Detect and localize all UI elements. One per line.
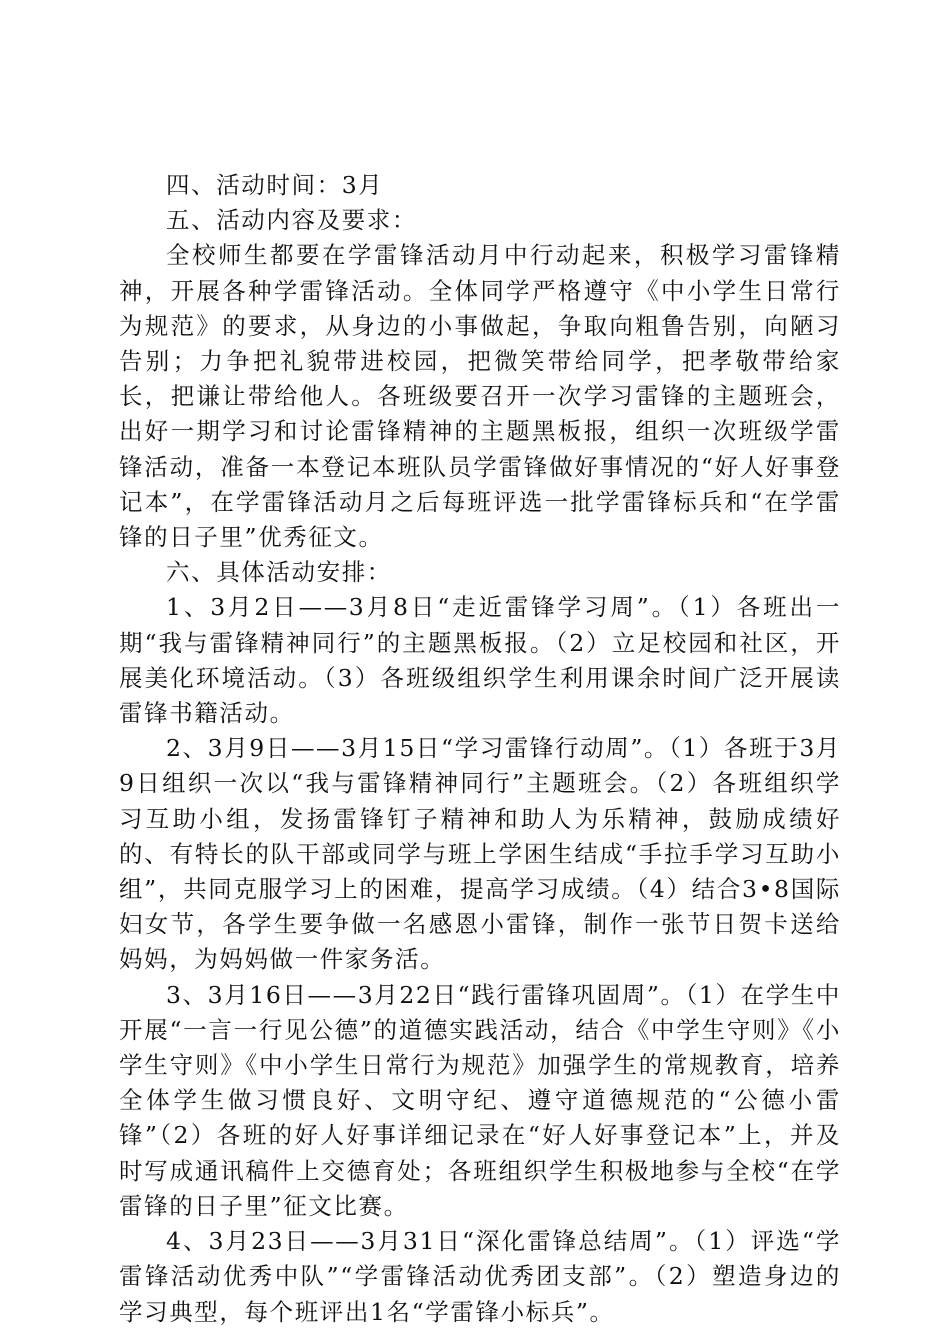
document-body xyxy=(119,168,841,1330)
section-heading-activity-schedule: 六、具体活动安排： xyxy=(166,558,392,587)
schedule-item-week-1: 1、3月2日——3月8日“走近雷锋学习周”。（1）各班出一期“我与雷锋精神同行”的主题黑板报。（2）立足校园和社区，开展美化环境活动。（3）各班级组织学生利用课余时间广泛开展读雷锋书籍活动。 xyxy=(119,593,841,728)
schedule-item-week-4: 4、3月23日——3月31日“深化雷锋总结周”。（1）评选“学雷锋活动优秀中队”“学雷锋活动优秀团支部”。（2）塑造身边的学习典型，每个班评出1名“学雷锋小标兵”。 xyxy=(119,1227,841,1326)
section-heading-activity-content: 五、活动内容及要求： xyxy=(166,206,417,235)
schedule-item-week-3: 3、3月16日——3月22日“践行雷锋巩固周”。（1）在学生中开展“一言一行见公德”的道德实践活动，结合《中学生守则》《小学生守则》《中小学生日常行为规范》加强学生的常规教育，培养全体学生做习惯良好、文明守纪、遵守道德规范的“公德小雷锋”（2）各班的好人好事详细记录在“好人好事登记本”上，并及时写成通讯稿件上交德育处；各班组织学生积极地参与全校“在学雷锋的日子里”征文比赛。 xyxy=(119,980,841,1220)
schedule-item-week-2: 2、3月9日——3月15日“学习雷锋行动周”。（1）各班于3月9日组织一次以“我与雷锋精神同行”主题班会。（2）各班组织学习互助小组，发扬雷锋钉子精神和助人为乐精神，鼓励成绩好的、有特长的队干部或同学与班上学困生结成“手拉手学习互助小组”，共同克服学习上的困难，提高学习成绩。（4）结合3•8国际妇女节，各学生要争做一名感恩小雷锋，制作一张节日贺卡送给妈妈，为妈妈做一件家务活。 xyxy=(119,734,841,974)
section-heading-activity-time: 四、活动时间：3月 xyxy=(166,171,384,199)
paragraph-activity-requirements: 全校师生都要在学雷锋活动月中行动起来，积极学习雷锋精神，开展各种学雷锋活动。全体同学严格遵守《中小学生日常行为规范》的要求，从身边的小事做起，争取向粗鲁告别，向陋习告别；力争把礼貌带进校园，把微笑带给同学，把孝敬带给家长，把谦让带给他人。各班级要召开一次学习雷锋的主题班会，出好一期学习和讨论雷锋精神的主题黑板报，组织一次班级学雷锋活动，准备一本登记本班队员学雷锋做好事情况的“好人好事登记本”，在学雷锋活动月之后每班评选一批学雷锋标兵和“在学雷锋的日子里”优秀征文。 xyxy=(119,241,841,552)
